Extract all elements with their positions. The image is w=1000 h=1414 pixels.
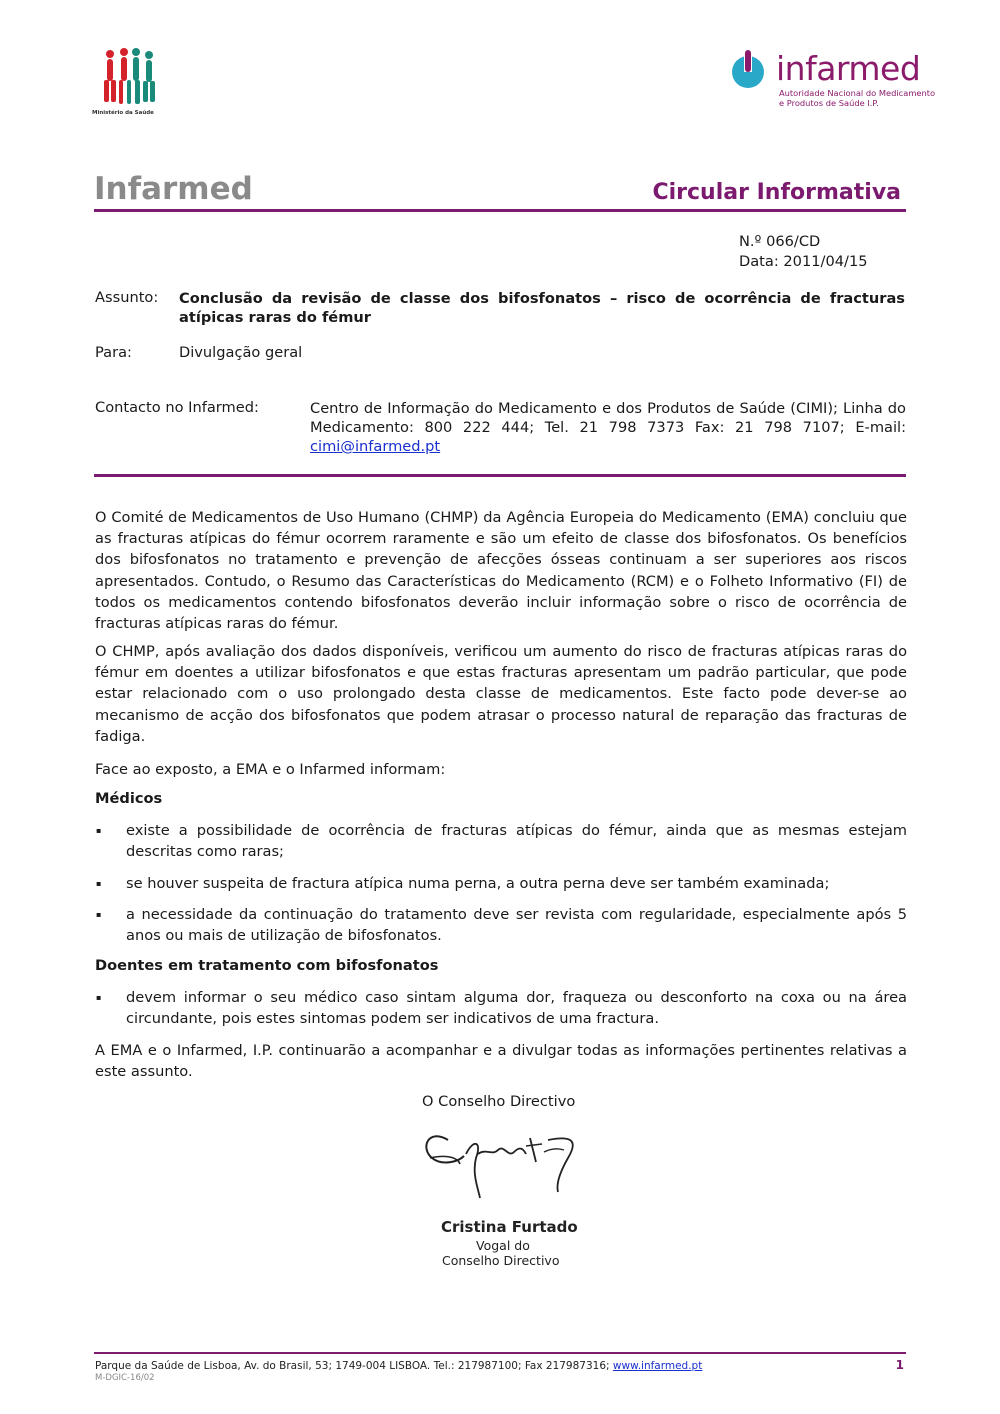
bullet-icon: ▪	[96, 910, 102, 919]
reference-date: Data: 2011/04/15	[739, 253, 868, 270]
ministerio-caption: Ministério da Saúde	[92, 110, 154, 116]
footer-website-link[interactable]: www.infarmed.pt	[612, 1360, 703, 1372]
signer-name: Cristina Furtado	[441, 1218, 578, 1236]
infarmed-logo-subtitle-1: Autoridade Nacional do Medicamento	[779, 88, 936, 98]
handwritten-signature	[418, 1118, 588, 1204]
list-item	[95, 904, 907, 946]
body-paragraph-3: Face ao exposto, a EMA e o Infarmed informam:	[95, 761, 446, 778]
signer-role-line-2: Conselho Directivo	[442, 1253, 560, 1268]
list-item-text: se houver suspeita de fractura atípica numa perna, a outra perna deve ser também examinada;	[126, 875, 830, 892]
form-code: M-DGIC-16/02	[95, 1373, 155, 1383]
bullet-icon: ▪	[96, 879, 102, 888]
list-item-text: devem informar o seu médico caso sintam alguma dor, fraqueza ou desconforto na coxa ou na área circundante, pois estes sintomas podem ser indicativos de uma fractura.	[126, 989, 907, 1028]
ministerio-saude-logo	[96, 46, 160, 118]
page-number: 1	[895, 1358, 904, 1372]
bullet-icon: ▪	[96, 993, 102, 1002]
body-paragraph-2: O CHMP, após avaliação dos dados disponíveis, verificou um aumento do risco de fracturas atípicas raras do fémur em doentes a utilizar bifosfonatos e que estas fracturas apresentam um padrão particular, que pode estar relacionado com o uso prolongado desta classe de medicamentos. Este facto pode dever-se ao mecanismo de acção dos bifosfonatos que podem atrasar o processo natural de reparação das fracturas de fadiga.	[95, 643, 907, 745]
document-type-title: Circular Informativa	[652, 180, 901, 205]
list-item	[95, 987, 907, 1029]
recipient-label: Para:	[95, 344, 132, 361]
contact-text: Centro de Informação do Medicamento e dos Produtos de Saúde (CIMI); Linha do Medicamento: 800 222 444; Tel. 21 798 7373 Fax: 21 798 7107; E-mail:	[310, 400, 906, 436]
bullet-icon: ▪	[96, 826, 102, 835]
contact-email-link[interactable]: cimi@infarmed.pt	[310, 438, 441, 455]
header-divider	[94, 209, 906, 212]
document-brand: Infarmed	[94, 171, 253, 207]
infarmed-logo-subtitle-2: e Produtos de Saúde I.P.	[779, 98, 879, 108]
list-item-text: existe a possibilidade de ocorrência de fracturas atípicas do fémur, ainda que as mesmas estejam descritas como raras;	[126, 822, 907, 861]
footer-divider	[94, 1352, 906, 1354]
signer-role-line-1: Vogal do	[476, 1238, 530, 1253]
footer-address-text: Parque da Saúde de Lisboa, Av. do Brasil, 53; 1749-004 LISBOA. Tel.: 217987100; Fax 217987316;	[95, 1360, 613, 1372]
contact-details	[310, 399, 906, 456]
list-item-text: a necessidade da continuação do tratamento deve ser revista com regularidade, especialmente após 5 anos ou mais de utilização de bifosfonatos.	[126, 906, 907, 945]
contact-label: Contacto no Infarmed:	[95, 399, 259, 416]
subject-label: Assunto:	[95, 289, 159, 306]
section-divider	[94, 474, 906, 477]
heading-doctors: Médicos	[95, 790, 163, 807]
subject-text: Conclusão da revisão de classe dos bifosfonatos – risco de ocorrência de fracturas atípicas raras do fémur	[179, 290, 905, 326]
reference-number: N.º 066/CD	[739, 233, 821, 250]
heading-patients: Doentes em tratamento com bifosfonatos	[95, 957, 439, 974]
footer-address	[95, 1360, 702, 1372]
list-item	[95, 873, 907, 894]
infarmed-logo-word: infarmed	[776, 49, 921, 88]
recipient-text: Divulgação geral	[179, 344, 303, 361]
list-item	[95, 820, 907, 862]
body-paragraph-1: O Comité de Medicamentos de Uso Humano (CHMP) da Agência Europeia do Medicamento (EMA) concluiu que as fracturas atípicas do fémur ocorrem raramente e são um efeito de classe dos bifosfonatos. Os benefícios dos bifosfonatos no tratamento e prevenção de afecções ósseas continuam a ser superiores aos riscos apresentados. Contudo, o Resumo das Características do Medicamento (RCM) e o Folheto Informativo (FI) de todos os medicamentos contendo bifosfonatos deverão incluir informação sobre o risco de ocorrência de fracturas atípicas raras do fémur.	[95, 509, 907, 633]
sign-off: O Conselho Directivo	[422, 1093, 576, 1110]
body-paragraph-4: A EMA e o Infarmed, I.P. continuarão a acompanhar e a divulgar todas as informações pertinentes relativas a este assunto.	[95, 1042, 907, 1081]
